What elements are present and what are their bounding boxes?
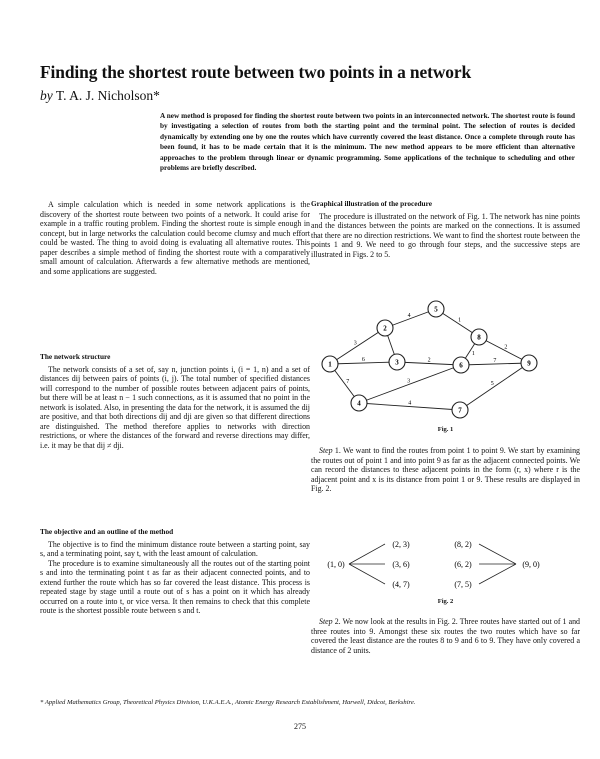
edge-weight-label: 5 (490, 381, 494, 388)
left-root-node: (1, 0) (327, 560, 345, 569)
section-paragraph: The objective is to find the minimum distance route between a starting point, say s, and a terminating point, say t, with the least amount of calculation. (40, 539, 310, 559)
figure-1-caption: Fig. 1 (437, 426, 454, 433)
byline (40, 88, 160, 104)
edge-weight-label: 1 (471, 351, 475, 358)
node-label: 7 (458, 406, 462, 415)
edge-weight-label: 6 (361, 357, 365, 364)
edge-weight-label: 7 (346, 379, 350, 386)
section-paragraph: The procedure is illustrated on the network of Fig. 1. The network has nine points and the distances between the points are marked on the connections. It is assumed that there are no direction restrictions. We want to find the shortest route between the points 1 and 9. We need to go through four steps, and the successive steps are illustrated in Figs. 2 to 5. (311, 211, 580, 259)
step-text: 2. We now look at the results in Fig. 2. Three routes have started out of 1 and three routes into 9. Amongst these six routes the two routes which have so far covered the least distance are the routes 8 to 9 and 6 to 9. They have only covered a distance of 2 units. (311, 617, 580, 655)
left-column (40, 200, 310, 276)
byline-by: by (40, 88, 53, 103)
left-child-node: (2, 3) (392, 540, 410, 549)
node-label: 6 (459, 361, 463, 370)
step-label: Step (319, 446, 333, 455)
step-label: Step (319, 617, 333, 626)
edge-7-9 (460, 363, 529, 410)
figure-2-route-diagram (311, 533, 580, 593)
route-line (349, 564, 385, 584)
figure-2-caption: Fig. 2 (437, 598, 454, 605)
figure-1-network-diagram (311, 294, 571, 424)
edge-weight-label: 1 (458, 317, 462, 324)
node-label: 4 (357, 399, 361, 408)
right-child-node: (7, 5) (454, 580, 472, 589)
section-paragraph: The network consists of a set of, say n, junction points i, (i = 1, n) and a set of distances dij between pairs of points (i, j). The total number of specified distances will correspond to the number of possible routes between adjacent pairs of points, but there will be at least n − 1 such connections, as it is assumed that no point in the network is isolated. Also, in presenting the data for the network, it is assumed the dij are positive, and that both directions dij and dji are given so that different directions are distinguished. The method therefore applies to networks with direction restrictions, or where the distances of the forward and reverse directions may differ, i.e. it may be that dij ≠ dji. (40, 364, 310, 450)
author-name: T. A. J. Nicholson* (55, 88, 160, 103)
route-line (479, 544, 516, 564)
node-label: 5 (434, 305, 438, 314)
edge-1-2 (330, 328, 385, 364)
step-2 (311, 617, 580, 655)
section-paragraph: The procedure is to examine simultaneously all the routes out of the starting point s and into the terminating point t as far as their adjacent connected points, and to extend further the route which has so far covered the least distance. This process is repeated stage by stage until a route out of s has a point on it which has already occurred on a route into t, or vice versa. It then remains to check that this complete route is the shortest possible route between s and t. (40, 558, 310, 616)
edge-weight-label: 3 (353, 340, 357, 347)
section-heading: The network structure (40, 352, 111, 361)
section-heading: Graphical illustration of the procedure (311, 199, 432, 208)
right-child-node: (8, 2) (454, 540, 472, 549)
intro-paragraph: A simple calculation which is needed in some network applications is the discovery of the shortest route between two points of a network. It could arise for example in a traffic routing problem. Finding the shortest route is simple enough in concept, but in large networks the calculation could become clumsy and much effort could be wasted. The thing to avoid doing is evaluating all alternative routes. This paper describes a simple method of finding the shortest route with a comparatively small amount of calculation. Afterwards a few alternative methods are mentioned, and some applications are suggested. (40, 200, 310, 276)
paper-title: Finding the shortest route between two points in a network (40, 62, 472, 82)
edge-weight-label: 2 (427, 357, 431, 364)
right-child-node: (6, 2) (454, 560, 472, 569)
abstract: A new method is proposed for finding the shortest route between two points in an interconnected network. The shortest route is found by investigating a selection of routes from both the starting point and the terminal point. The selection of routes is decided dynamically by extending one by one the routes which have currently covered the least distance. Once a complete through route has been found, it has to be made certain that it is the minimum. The new method appears to be more efficient than alternative approaches to the problem through linear or dynamic programming. Some applications of the technique to scheduling and other problems are briefly described. (160, 112, 575, 173)
left-child-node: (4, 7) (392, 580, 410, 589)
section-heading: The objective and an outline of the method (40, 527, 174, 536)
footnote: * Applied Mathematics Group, Theoretical Physics Division, U.K.A.E.A., Atomic Energy Research Establishment, Harwell, Didcot, Berkshire. (40, 699, 416, 706)
left-child-node: (3, 6) (392, 560, 410, 569)
section-network-structure (40, 352, 310, 450)
node-label: 2 (383, 324, 387, 333)
route-line (479, 564, 516, 584)
page-number: 275 (294, 722, 306, 731)
node-label: 8 (477, 333, 481, 342)
section-graphical-illustration (311, 199, 580, 259)
section-objective (40, 527, 310, 616)
step-paragraph (311, 617, 580, 655)
node-label: 1 (328, 360, 332, 369)
step-paragraph (311, 446, 580, 494)
edge-weight-label: 3 (407, 378, 411, 385)
edge-weight-label: 7 (493, 358, 497, 365)
right-root-node: (9, 0) (522, 560, 540, 569)
edge-weight-label: 4 (407, 312, 411, 319)
step-text: 1. We want to find the routes from point 1 to point 9. We start by examining the routes out of point 1 and into point 9 as far as the adjacent connected points. We can record the distances to these adjacent points in the form (r, x) where r is the adjacent point and x is its distance from point 1 or 9. These results are displayed in Fig. 2. (311, 446, 580, 494)
edge-weight-label: 4 (408, 400, 412, 407)
node-label: 3 (395, 358, 399, 367)
edge-weight-label: 2 (504, 344, 508, 351)
node-label: 9 (527, 359, 531, 368)
route-line (349, 544, 385, 564)
step-1 (311, 446, 580, 494)
